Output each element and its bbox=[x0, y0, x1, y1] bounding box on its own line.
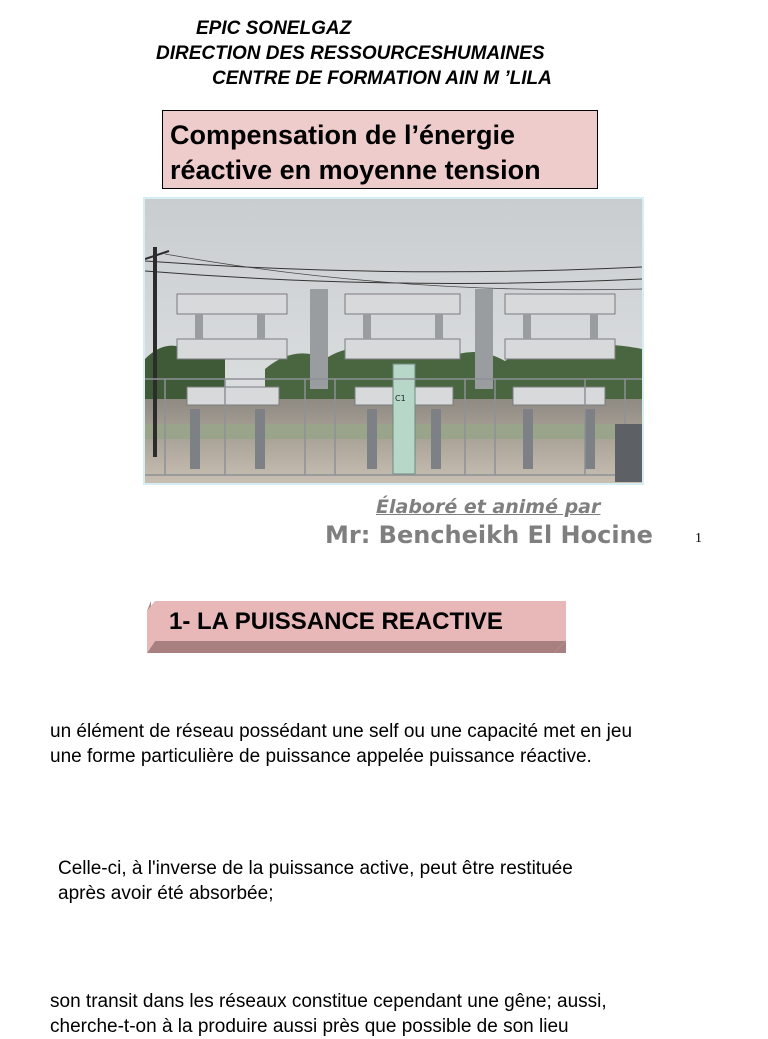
paragraph-3-line-2: cherche-t-on à la produire aussi près que possible de son lieu bbox=[50, 1016, 569, 1037]
department-name: DIRECTION DES RESSOURCESHUMAINES bbox=[156, 43, 545, 64]
document-title-box bbox=[162, 110, 598, 189]
organization-name: EPIC SONELGAZ bbox=[196, 18, 352, 39]
section-heading bbox=[147, 601, 567, 655]
paragraph-2 bbox=[58, 856, 573, 906]
author-name: Mr: Bencheikh El Hocine bbox=[325, 521, 653, 549]
title-line-1: Compensation de l’énergie bbox=[170, 120, 516, 150]
paragraph-2-line-2: après avoir été absorbée; bbox=[58, 883, 274, 904]
section-heading-text: 1- LA PUISSANCE REACTIVE bbox=[169, 608, 503, 635]
training-center-name: CENTRE DE FORMATION AIN M ’LILA bbox=[212, 68, 552, 89]
paragraph-3 bbox=[50, 989, 607, 1039]
capacitor-bank-photo bbox=[143, 197, 644, 485]
title-line-2: réactive en moyenne tension bbox=[170, 155, 541, 185]
photo-marker: C1 bbox=[395, 394, 406, 403]
paragraph-3-line-1: son transit dans les réseaux constitue cependant une gêne; aussi, bbox=[50, 991, 607, 1012]
paragraph-1 bbox=[50, 719, 632, 769]
paragraph-1-line-2: une forme particulière de puissance appelée puissance réactive. bbox=[50, 746, 592, 767]
paragraph-2-line-1: Celle-ci, à l'inverse de la puissance active, peut être restituée bbox=[58, 858, 573, 879]
page-number: 1 bbox=[695, 531, 702, 546]
credit-label: Élaboré et animé par bbox=[376, 496, 601, 518]
paragraph-1-line-1: un élément de réseau possédant une self ou une capacité met en jeu bbox=[50, 721, 633, 742]
